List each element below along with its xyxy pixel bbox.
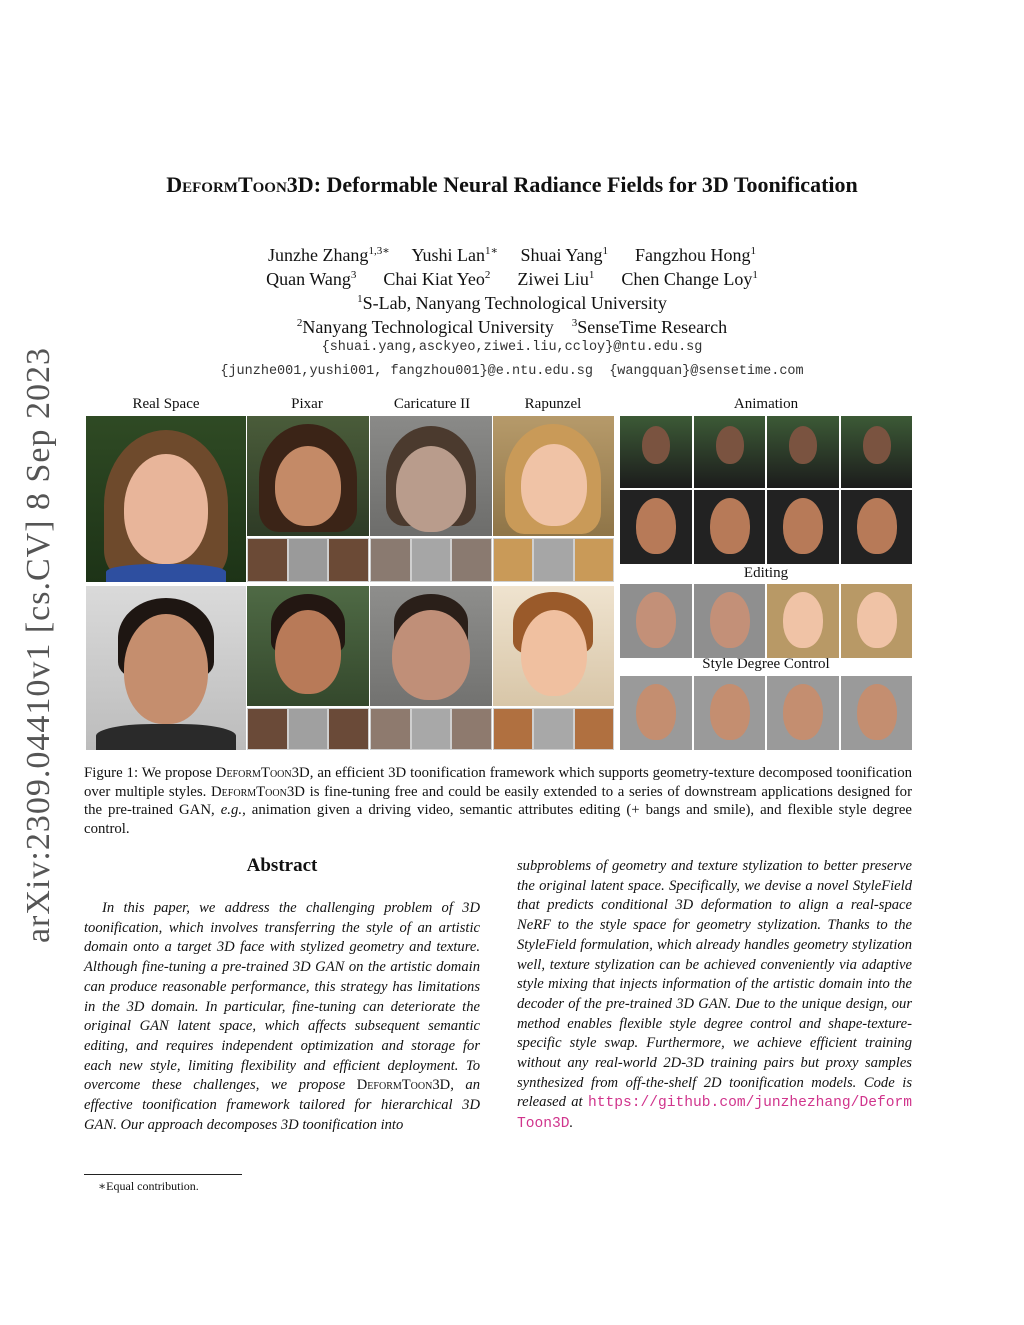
author-sup: 1,3∗ [368, 245, 390, 257]
author-name: Yushi Lan [411, 245, 486, 265]
abstract-text: . [569, 1115, 574, 1132]
label-style-degree: Style Degree Control [702, 656, 830, 672]
style-degree-row [620, 676, 912, 750]
col-label-caricature: Caricature II [393, 396, 471, 412]
code-link[interactable]: https://github.com/junzhezhang/DeformToon3D [517, 1095, 912, 1133]
title-name-part3: 3D [286, 172, 314, 197]
thumbs-pixar-1 [247, 538, 369, 582]
face-caricature-2 [370, 586, 492, 706]
animation-row-pixar [620, 490, 912, 564]
face-rapunzel-1 [493, 416, 614, 536]
figure-caption [84, 764, 912, 838]
caption-name: DeformToon3D [215, 765, 310, 781]
affiliation-2 [60, 312, 964, 339]
abstract-text: In this paper, we address the challenging problem of 3D toonification, which involves transferring the style of an artistic domain onto a target 3D face with stylized geometry and texture. Although fine-tuning a pre-trained 3D GAN on the artistic domain can produce reasonable performance, this strategy has limitations in the 3D domain. In particular, fine-tuning can deteriorate the original GAN latent space, which affects subsequent semantic editing, and requires independent optimization and storage for each new style, limiting flexibility and efficient deployment. To overcome these challenges, we propose [84, 900, 480, 1094]
abstract-name: DeformToon3D [356, 1077, 451, 1094]
title-name-part2: Toon [237, 172, 287, 197]
thumbs-rapunzel-1 [493, 538, 614, 582]
author-sup: 1∗ [485, 245, 498, 257]
author-name: Quan Wang [266, 269, 351, 289]
author-name: Shuai Yang [520, 245, 603, 265]
col-label-rapunzel: Rapunzel [524, 396, 582, 412]
author-sup: 1 [750, 245, 757, 257]
caption-eg: e.g. [220, 802, 243, 818]
editing-row [620, 584, 912, 658]
face-pixar-1 [247, 416, 369, 536]
author-name: Junzhe Zhang [267, 245, 369, 265]
affil-sup: 2 [296, 317, 303, 329]
footnote: ∗Equal contribution. [98, 1179, 199, 1193]
abstract-right-column [517, 857, 912, 1135]
face-pixar-2 [247, 586, 369, 706]
email-line-1: {shuai.yang,asckyeo,ziwei.liu,ccloy}@ntu.edu.sg [321, 340, 703, 355]
face-caricature-1 [370, 416, 492, 536]
abstract-heading: Abstract [246, 855, 318, 876]
author-sup: 1 [588, 269, 595, 281]
face-rapunzel-2 [493, 586, 614, 706]
affil-sup: 3 [571, 317, 578, 329]
author-name: Fangzhou Hong [635, 245, 751, 265]
email-line-2: {junzhe001,yushi001, fangzhou001}@e.ntu.edu.sg {wangquan}@sensetime.com [220, 364, 804, 379]
caption-text: , an efficient 3D toonification framework which supports geometry-texture decomposed toonification over multiple styles. [84, 765, 912, 800]
affil-text: S-Lab, Nanyang Technological University [362, 293, 667, 313]
affil-sup: 1 [357, 293, 363, 305]
author-sup: 3 [350, 269, 357, 281]
abstract-text: subproblems of geometry and texture stylization to better preserve the original latent space. Specifically, we devise a novel StyleField that predicts conditional 3D deformation to align a real-space NeRF to the style space for geometry stylization. Thanks to the StyleField formulation, which already handles geometry stylization well, texture stylization can be achieved conveniently via adaptive style mixing that injects information of the artistic domain into the decoder of the pre-trained 3D GAN. Due to the unique design, our method enables flexible style degree control and shape-texture-specific style swap. Furthermore, we achieve efficient training without any real-world 2D-3D training pairs but proxy samples synthesized from off-the-shelf 2D toonification models. Code is released at [517, 858, 912, 1111]
col-label-pixar: Pixar [291, 396, 323, 412]
arxiv-watermark: arXiv:2309.04410v1 [cs.CV] 8 Sep 2023 [20, 346, 57, 944]
affil-text: Nanyang Technological University [302, 317, 554, 337]
author-sup: 1 [602, 245, 609, 257]
author-name: Ziwei Liu [517, 269, 589, 289]
col-label-real: Real Space [132, 396, 200, 412]
abstract-left-column [84, 899, 480, 1135]
author-name: Chen Change Loy [621, 269, 753, 289]
caption-text: is fine-tuning free and could be easily extended to a series of downstream applications designed for the pre-trained GAN, [84, 783, 912, 818]
paper-title [60, 172, 964, 198]
thumbs-pixar-2 [247, 708, 369, 750]
author-sup: 1 [752, 269, 758, 281]
footnote-rule [84, 1174, 242, 1175]
caption-text: , animation given a driving video, semantic attributes editing (+ bangs and smile), and flexible style degree control. [84, 802, 912, 837]
face-real-2 [86, 586, 246, 750]
thumbs-caricature-2 [370, 708, 492, 750]
thumbs-rapunzel-2 [493, 708, 614, 750]
author-name: Chai Kiat Yeo [383, 269, 485, 289]
author-line-2 [60, 264, 964, 291]
title-name-part1: Deform [166, 172, 238, 197]
label-editing: Editing [743, 565, 789, 581]
face-real-1 [86, 416, 246, 582]
title-rest: : Deformable Neural Radiance Fields for 3D Toonification [313, 172, 858, 197]
animation-row-real [620, 416, 912, 488]
abstract-text: , an effective toonification framework tailored for hierarchical 3D GAN. Our approach decomposes 3D toonification into [84, 1077, 480, 1133]
author-line-1 [60, 240, 964, 267]
caption-text: Figure 1: We propose [84, 765, 216, 781]
affiliation-1 [60, 288, 964, 315]
author-sup: 2 [484, 269, 491, 281]
col-label-animation: Animation [733, 396, 799, 412]
affil-text: SenseTime Research [577, 317, 728, 337]
caption-name: DeformToon3D [211, 783, 305, 800]
thumbs-caricature-1 [370, 538, 492, 582]
